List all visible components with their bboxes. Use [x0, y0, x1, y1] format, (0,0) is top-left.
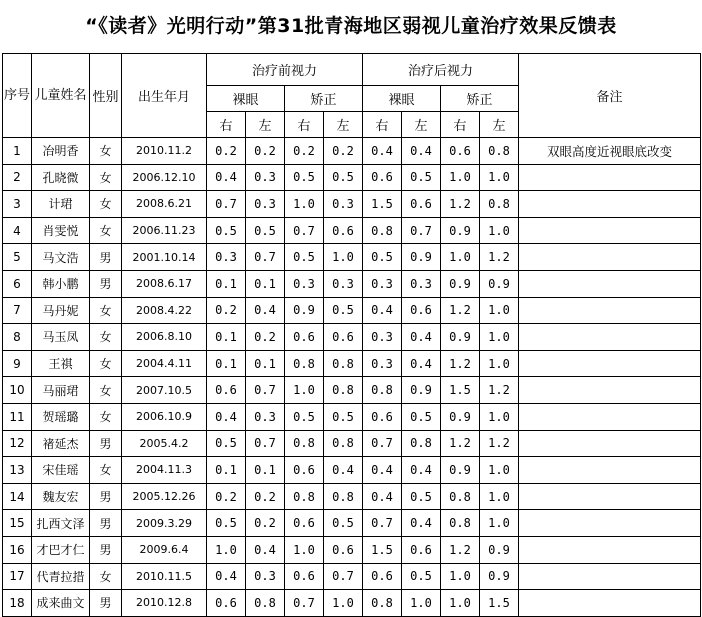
acuity-cell: 0.2	[207, 297, 246, 324]
note-cell: 双眼高度近视眼底改变	[519, 138, 701, 165]
acuity-cell: 0.4	[363, 457, 402, 484]
table-row	[3, 138, 701, 165]
name-cell: 计珺	[32, 191, 90, 218]
table-row	[3, 430, 701, 457]
acuity-cell: 0.5	[246, 217, 285, 244]
acuity-cell: 0.6	[441, 138, 480, 165]
acuity-cell: 0.8	[285, 350, 324, 377]
acuity-cell: 0.8	[324, 430, 363, 457]
acuity-cell: 0.4	[324, 457, 363, 484]
acuity-cell: 0.3	[246, 164, 285, 191]
index-cell: 7	[3, 297, 32, 324]
acuity-cell: 0.3	[285, 270, 324, 297]
name-cell: 代青拉措	[32, 563, 90, 590]
acuity-cell: 0.9	[441, 324, 480, 351]
header-left-eye: 左	[324, 112, 363, 138]
birth-cell: 2006.10.9	[122, 403, 207, 430]
birth-cell: 2008.6.17	[122, 270, 207, 297]
index-cell: 2	[3, 164, 32, 191]
acuity-cell: 1.5	[441, 377, 480, 404]
gender-cell: 女	[90, 457, 122, 484]
gender-cell: 男	[90, 270, 122, 297]
table-row	[3, 403, 701, 430]
acuity-cell: 0.4	[246, 297, 285, 324]
name-cell: 王祺	[32, 350, 90, 377]
acuity-cell: 1.2	[441, 297, 480, 324]
acuity-cell: 0.4	[207, 164, 246, 191]
acuity-cell: 0.3	[324, 191, 363, 218]
acuity-cell: 1.0	[480, 350, 519, 377]
acuity-cell: 0.5	[207, 217, 246, 244]
acuity-cell: 0.2	[246, 138, 285, 165]
name-cell: 马丹妮	[32, 297, 90, 324]
acuity-cell: 0.2	[207, 138, 246, 165]
acuity-cell: 1.0	[480, 483, 519, 510]
acuity-cell: 0.9	[480, 270, 519, 297]
note-cell	[519, 377, 701, 404]
gender-cell: 男	[90, 590, 122, 617]
acuity-cell: 0.3	[246, 191, 285, 218]
acuity-cell: 0.8	[363, 590, 402, 617]
acuity-cell: 0.3	[402, 270, 441, 297]
name-cell: 禇延杰	[32, 430, 90, 457]
acuity-cell: 0.5	[402, 164, 441, 191]
acuity-cell: 0.3	[363, 350, 402, 377]
acuity-cell: 0.8	[363, 217, 402, 244]
acuity-cell: 0.5	[324, 297, 363, 324]
table-row	[3, 217, 701, 244]
feedback-table	[2, 53, 701, 617]
acuity-cell: 0.4	[402, 324, 441, 351]
acuity-cell: 1.2	[480, 244, 519, 271]
header-birth: 出生年月	[122, 54, 207, 138]
acuity-cell: 1.5	[363, 191, 402, 218]
table-row	[3, 350, 701, 377]
acuity-cell: 0.7	[207, 191, 246, 218]
birth-cell: 2004.11.3	[122, 457, 207, 484]
name-cell: 成来曲文	[32, 590, 90, 617]
acuity-cell: 0.9	[285, 297, 324, 324]
acuity-cell: 0.2	[324, 138, 363, 165]
index-cell: 11	[3, 403, 32, 430]
acuity-cell: 0.5	[207, 510, 246, 537]
acuity-cell: 0.1	[246, 270, 285, 297]
gender-cell: 男	[90, 483, 122, 510]
header-left-eye: 左	[246, 112, 285, 138]
table-row	[3, 270, 701, 297]
gender-cell: 女	[90, 138, 122, 165]
note-cell	[519, 217, 701, 244]
note-cell	[519, 164, 701, 191]
acuity-cell: 0.8	[363, 377, 402, 404]
acuity-cell: 0.7	[363, 430, 402, 457]
acuity-cell: 0.3	[363, 270, 402, 297]
gender-cell: 女	[90, 350, 122, 377]
birth-cell: 2006.8.10	[122, 324, 207, 351]
acuity-cell: 1.5	[480, 590, 519, 617]
acuity-cell: 0.4	[207, 563, 246, 590]
header-before-treatment: 治疗前视力	[207, 54, 363, 86]
name-cell: 贺瑶璐	[32, 403, 90, 430]
acuity-cell: 0.6	[402, 536, 441, 563]
acuity-cell: 0.4	[402, 510, 441, 537]
gender-cell: 女	[90, 324, 122, 351]
note-cell	[519, 297, 701, 324]
header-name: 儿童姓名	[32, 54, 90, 138]
acuity-cell: 0.8	[324, 483, 363, 510]
birth-cell: 2009.3.29	[122, 510, 207, 537]
acuity-cell: 0.6	[207, 377, 246, 404]
acuity-cell: 0.5	[402, 563, 441, 590]
birth-cell: 2008.4.22	[122, 297, 207, 324]
name-cell: 韩小鹏	[32, 270, 90, 297]
acuity-cell: 0.6	[285, 324, 324, 351]
acuity-cell: 1.0	[285, 536, 324, 563]
acuity-cell: 1.0	[441, 590, 480, 617]
acuity-cell: 1.0	[480, 164, 519, 191]
acuity-cell: 0.3	[246, 563, 285, 590]
birth-cell: 2009.6.4	[122, 536, 207, 563]
acuity-cell: 0.2	[207, 483, 246, 510]
name-cell: 马丽珺	[32, 377, 90, 404]
acuity-cell: 1.0	[324, 244, 363, 271]
table-body	[3, 138, 701, 617]
acuity-cell: 0.4	[402, 350, 441, 377]
header-index: 序号	[3, 54, 32, 138]
acuity-cell: 0.7	[246, 244, 285, 271]
header-after-treatment: 治疗后视力	[363, 54, 519, 86]
acuity-cell: 1.0	[324, 590, 363, 617]
acuity-cell: 0.2	[285, 138, 324, 165]
gender-cell: 女	[90, 403, 122, 430]
table-row	[3, 164, 701, 191]
acuity-cell: 0.8	[285, 430, 324, 457]
note-cell	[519, 403, 701, 430]
acuity-cell: 1.2	[441, 430, 480, 457]
note-cell	[519, 270, 701, 297]
acuity-cell: 0.6	[285, 457, 324, 484]
index-cell: 12	[3, 430, 32, 457]
acuity-cell: 0.8	[441, 483, 480, 510]
acuity-cell: 0.6	[363, 563, 402, 590]
acuity-cell: 0.9	[441, 217, 480, 244]
note-cell	[519, 244, 701, 271]
acuity-cell: 0.4	[246, 536, 285, 563]
acuity-cell: 0.6	[324, 217, 363, 244]
note-cell	[519, 483, 701, 510]
acuity-cell: 0.9	[402, 244, 441, 271]
acuity-cell: 0.5	[324, 510, 363, 537]
note-cell	[519, 324, 701, 351]
acuity-cell: 0.5	[285, 403, 324, 430]
acuity-cell: 0.5	[324, 164, 363, 191]
gender-cell: 女	[90, 563, 122, 590]
acuity-cell: 0.1	[207, 324, 246, 351]
acuity-cell: 0.7	[246, 430, 285, 457]
acuity-cell: 0.5	[285, 164, 324, 191]
acuity-cell: 0.2	[246, 510, 285, 537]
acuity-cell: 1.0	[480, 297, 519, 324]
index-cell: 6	[3, 270, 32, 297]
index-cell: 1	[3, 138, 32, 165]
gender-cell: 男	[90, 536, 122, 563]
acuity-cell: 1.0	[480, 217, 519, 244]
birth-cell: 2007.10.5	[122, 377, 207, 404]
acuity-cell: 0.6	[402, 297, 441, 324]
gender-cell: 男	[90, 430, 122, 457]
name-cell: 宋佳瑶	[32, 457, 90, 484]
acuity-cell: 0.8	[402, 430, 441, 457]
table-row	[3, 377, 701, 404]
table-row	[3, 563, 701, 590]
acuity-cell: 0.2	[246, 324, 285, 351]
acuity-cell: 0.8	[324, 377, 363, 404]
sheet-title: “《读者》光明行动”第31批青海地区弱视儿童治疗效果反馈表	[85, 15, 617, 37]
acuity-cell: 0.6	[285, 563, 324, 590]
header-after-naked: 裸眼	[363, 86, 441, 112]
acuity-cell: 1.5	[363, 536, 402, 563]
acuity-cell: 0.4	[363, 483, 402, 510]
acuity-cell: 1.2	[441, 536, 480, 563]
acuity-cell: 0.4	[402, 457, 441, 484]
acuity-cell: 0.6	[324, 536, 363, 563]
header-right-eye: 右	[207, 112, 246, 138]
acuity-cell: 0.5	[285, 244, 324, 271]
header-gender: 性别	[90, 54, 122, 138]
note-cell	[519, 430, 701, 457]
acuity-cell: 1.2	[480, 377, 519, 404]
name-cell: 孔晓微	[32, 164, 90, 191]
acuity-cell: 0.1	[207, 270, 246, 297]
acuity-cell: 1.0	[285, 191, 324, 218]
acuity-cell: 1.0	[480, 324, 519, 351]
index-cell: 16	[3, 536, 32, 563]
acuity-cell: 0.8	[285, 483, 324, 510]
acuity-cell: 0.8	[480, 138, 519, 165]
header-left-eye: 左	[480, 112, 519, 138]
header-right-eye: 右	[285, 112, 324, 138]
acuity-cell: 0.8	[441, 510, 480, 537]
birth-cell: 2005.12.26	[122, 483, 207, 510]
acuity-cell: 1.0	[441, 563, 480, 590]
acuity-cell: 0.6	[363, 403, 402, 430]
acuity-cell: 0.4	[363, 138, 402, 165]
acuity-cell: 1.0	[480, 457, 519, 484]
acuity-cell: 0.9	[480, 563, 519, 590]
acuity-cell: 0.3	[363, 324, 402, 351]
index-cell: 8	[3, 324, 32, 351]
acuity-cell: 0.5	[324, 403, 363, 430]
acuity-cell: 0.7	[363, 510, 402, 537]
birth-cell: 2006.11.23	[122, 217, 207, 244]
gender-cell: 女	[90, 297, 122, 324]
table-row	[3, 297, 701, 324]
gender-cell: 女	[90, 164, 122, 191]
acuity-cell: 0.9	[480, 536, 519, 563]
table-row	[3, 244, 701, 271]
acuity-cell: 1.0	[285, 377, 324, 404]
note-cell	[519, 350, 701, 377]
acuity-cell: 0.4	[402, 138, 441, 165]
acuity-cell: 0.7	[246, 377, 285, 404]
acuity-cell: 0.3	[246, 403, 285, 430]
index-cell: 14	[3, 483, 32, 510]
name-cell: 才巴才仁	[32, 536, 90, 563]
table-header	[3, 54, 701, 138]
birth-cell: 2010.11.2	[122, 138, 207, 165]
gender-cell: 男	[90, 244, 122, 271]
birth-cell: 2008.6.21	[122, 191, 207, 218]
acuity-cell: 1.2	[441, 191, 480, 218]
birth-cell: 2006.12.10	[122, 164, 207, 191]
acuity-cell: 1.0	[207, 536, 246, 563]
acuity-cell: 0.9	[441, 403, 480, 430]
note-cell	[519, 563, 701, 590]
gender-cell: 男	[90, 510, 122, 537]
note-cell	[519, 191, 701, 218]
header-before-corrected: 矫正	[285, 86, 363, 112]
birth-cell: 2001.10.14	[122, 244, 207, 271]
name-cell: 马文浩	[32, 244, 90, 271]
acuity-cell: 1.0	[441, 164, 480, 191]
acuity-cell: 0.7	[285, 217, 324, 244]
birth-cell: 2010.11.5	[122, 563, 207, 590]
acuity-cell: 1.0	[480, 403, 519, 430]
table-row	[3, 324, 701, 351]
gender-cell: 女	[90, 191, 122, 218]
acuity-cell: 0.9	[402, 377, 441, 404]
table-row	[3, 510, 701, 537]
index-cell: 17	[3, 563, 32, 590]
table-row	[3, 483, 701, 510]
name-cell: 马玉凤	[32, 324, 90, 351]
name-cell: 冶明香	[32, 138, 90, 165]
index-cell: 9	[3, 350, 32, 377]
table-row	[3, 191, 701, 218]
note-cell	[519, 510, 701, 537]
acuity-cell: 1.0	[480, 510, 519, 537]
acuity-cell: 0.1	[246, 457, 285, 484]
header-right-eye: 右	[441, 112, 480, 138]
birth-cell: 2004.4.11	[122, 350, 207, 377]
acuity-cell: 0.5	[402, 483, 441, 510]
acuity-cell: 0.2	[246, 483, 285, 510]
acuity-cell: 0.6	[207, 590, 246, 617]
gender-cell: 女	[90, 377, 122, 404]
acuity-cell: 0.7	[324, 563, 363, 590]
note-cell	[519, 590, 701, 617]
index-cell: 18	[3, 590, 32, 617]
acuity-cell: 0.1	[207, 350, 246, 377]
index-cell: 15	[3, 510, 32, 537]
acuity-cell: 0.6	[402, 191, 441, 218]
index-cell: 13	[3, 457, 32, 484]
gender-cell: 女	[90, 217, 122, 244]
acuity-cell: 0.5	[363, 244, 402, 271]
index-cell: 3	[3, 191, 32, 218]
acuity-cell: 1.2	[480, 430, 519, 457]
name-cell: 魏友宏	[32, 483, 90, 510]
acuity-cell: 0.3	[207, 244, 246, 271]
note-cell	[519, 536, 701, 563]
header-right-eye: 右	[363, 112, 402, 138]
acuity-cell: 0.8	[324, 350, 363, 377]
acuity-cell: 0.7	[285, 590, 324, 617]
index-cell: 10	[3, 377, 32, 404]
acuity-cell: 0.8	[246, 590, 285, 617]
index-cell: 4	[3, 217, 32, 244]
name-cell: 肖雯悦	[32, 217, 90, 244]
acuity-cell: 0.9	[441, 270, 480, 297]
acuity-cell: 0.8	[480, 191, 519, 218]
name-cell: 扎西文泽	[32, 510, 90, 537]
acuity-cell: 0.6	[285, 510, 324, 537]
table-row	[3, 590, 701, 617]
acuity-cell: 1.2	[441, 350, 480, 377]
acuity-cell: 0.3	[324, 270, 363, 297]
table-row	[3, 536, 701, 563]
acuity-cell: 0.7	[402, 217, 441, 244]
header-left-eye: 左	[402, 112, 441, 138]
acuity-cell: 1.0	[441, 244, 480, 271]
acuity-cell: 0.4	[207, 403, 246, 430]
index-cell: 5	[3, 244, 32, 271]
birth-cell: 2005.4.2	[122, 430, 207, 457]
acuity-cell: 0.9	[441, 457, 480, 484]
acuity-cell: 0.1	[246, 350, 285, 377]
header-after-corrected: 矫正	[441, 86, 519, 112]
acuity-cell: 1.0	[402, 590, 441, 617]
birth-cell: 2010.12.8	[122, 590, 207, 617]
table-row	[3, 457, 701, 484]
acuity-cell: 0.4	[363, 297, 402, 324]
acuity-cell: 0.1	[207, 457, 246, 484]
acuity-cell: 0.6	[324, 324, 363, 351]
acuity-cell: 0.5	[207, 430, 246, 457]
acuity-cell: 0.6	[363, 164, 402, 191]
header-before-naked: 裸眼	[207, 86, 285, 112]
note-cell	[519, 457, 701, 484]
acuity-cell: 0.5	[402, 403, 441, 430]
header-note: 备注	[519, 54, 701, 138]
